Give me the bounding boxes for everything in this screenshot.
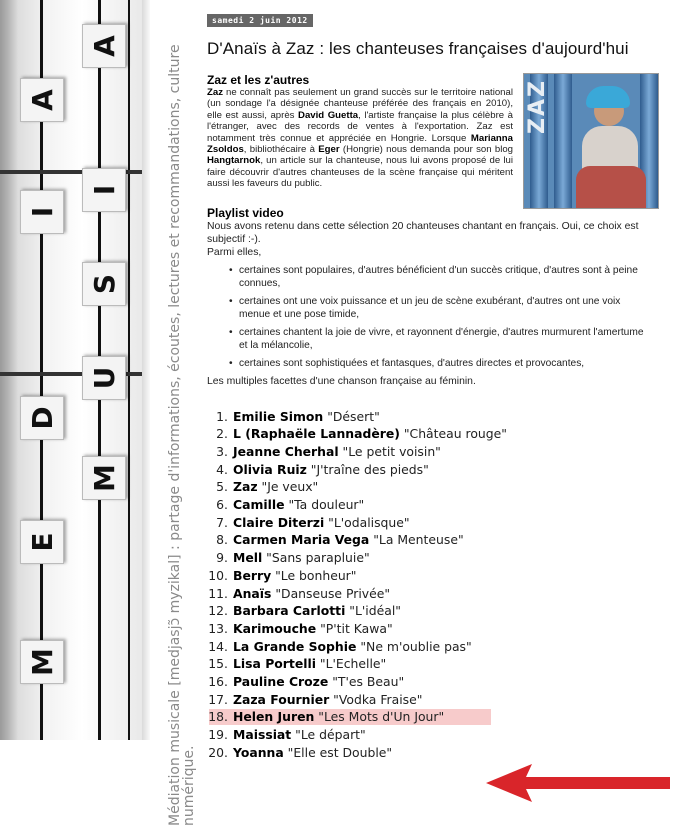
playlist-item-number: 9. [216,550,228,566]
red-arrow-icon [486,760,670,806]
playlist-item-artist: Lisa Portelli [233,656,316,672]
banner-edge [142,0,150,740]
playlist-item-artist: Zaz [233,479,258,495]
playlist-item[interactable] [207,708,667,726]
playlist-item[interactable] [207,425,667,443]
playlist-item-title: "Le départ" [291,727,366,743]
banner-shadow [0,0,18,740]
playlist-item-title: "Danseuse Privée" [271,585,391,601]
playlist-item-artist: Carmen Maria Vega [233,532,370,548]
playlist-item[interactable] [207,726,667,744]
playlist-item-number: 2. [216,426,228,442]
blog-tagline: Médiation musicale [medjasjɔ̃ myzikal] : partage d'informations, écoutes, lectures et recommandations, culture [167,44,183,826]
playlist-item-number: 11. [208,585,228,601]
post-title[interactable]: D'Anaïs à Zaz : les chanteuses françaises d'aujourd'hui [207,39,629,58]
playlist-item[interactable] [207,443,667,461]
playlist-item-title: "Château rouge" [399,426,507,442]
playlist-item-number: 19. [208,727,228,743]
banner-bar [0,170,150,174]
banner-string [128,0,130,740]
playlist-item-title: "Elle est Double" [283,744,393,760]
intro-text: , l'artiste française la plus célèbre à l'étranger, avec des records de ventes à l'exportation. Zaz est notamment très connue et appréciée en Hongrie. Lorsque [207,109,513,144]
list-item: • certaines chantent la joie de vivre, et rayonnent d'énergie, d'autres murmurent l'amertume et la mélancolie, [229,326,649,352]
post-content [207,8,667,761]
playlist-item[interactable] [207,478,667,496]
banner-tile: U [82,356,126,400]
banner-tile: M [82,456,126,500]
playlist-item-artist: Olivia Ruiz [233,461,307,477]
playlist-item-artist: Barbara Carlotti [233,603,346,619]
playlist-item-title: "Désert" [323,408,380,424]
playlist-item-artist: Mell [233,550,263,566]
bullet-list [229,264,649,370]
playlist-intro: Nous avons retenu dans cette sélection 20 chanteuses chantant en français. Oui, ce choix est subjectif :-). [207,220,639,245]
banner-tile: I [82,168,126,212]
playlist-item[interactable] [207,655,667,673]
playlist-item-number: 5. [216,479,228,495]
playlist-item[interactable] [207,496,667,514]
list-item: • certaines sont sophistiquées et fantasques, d'autres directes et provocantes, [229,357,649,370]
playlist-item[interactable] [207,744,667,762]
banner-tile: A [20,78,64,122]
banner-tile: D [20,396,64,440]
playlist-item[interactable] [207,691,667,709]
playlist-item-artist: Berry [233,567,272,583]
playlist-item-number: 4. [216,461,228,477]
banner-tile: E [20,520,64,564]
intro-emphasis: Marianna Zsoldos [207,132,513,156]
intro-text: (Hongrie) nous demanda pour son blog [339,144,513,156]
playlist-item-title: "Ne m'oublie pas" [356,638,472,654]
playlist [207,408,667,762]
playlist-item-artist: Zaza Fournier [233,691,330,707]
playlist-item-title: "Vodka Fraise" [329,691,423,707]
playlist-item-title: "Ta douleur" [284,497,365,513]
intro-emphasis: Eger [318,144,340,156]
playlist-item[interactable] [207,531,667,549]
intro-paragraph [207,87,513,190]
playlist-item-artist: Helen Juren [233,709,315,725]
playlist-item-artist: L (Raphaële Lannadère) [233,426,400,442]
playlist-item-title: "L'odalisque" [324,514,410,530]
playlist-item-artist: La Grande Sophie [233,638,357,654]
post-date: samedi 2 juin 2012 [207,14,313,27]
playlist-item-title: "J'traîne des pieds" [306,461,429,477]
section-heading-playlist: Playlist video [207,205,284,220]
playlist-item-artist: Emilie Simon [233,408,324,424]
playlist-item-title: "Le petit voisin" [338,444,441,460]
playlist-item-title: "Je veux" [257,479,319,495]
playlist-item-number: 16. [208,673,228,689]
playlist-item[interactable] [207,673,667,691]
playlist-item-artist: Claire Diterzi [233,514,325,530]
album-cover-image[interactable] [523,73,659,209]
banner-tile: I [20,190,64,234]
playlist-outro: Les multiples facettes d'une chanson française au féminin. [207,375,476,387]
playlist-item[interactable] [207,602,667,620]
playlist-item-number: 6. [216,497,228,513]
playlist-item-number: 18. [208,709,228,725]
banner-bar [0,372,150,376]
playlist-item-title: "Les Mots d'Un Jour" [314,709,445,725]
playlist-item-number: 13. [208,620,228,636]
playlist-item-number: 1. [216,408,228,424]
playlist-item[interactable] [207,549,667,567]
playlist-item-artist: Karimouche [233,620,317,636]
playlist-item-number: 14. [208,638,228,654]
intro-text: ne connaît pas seulement un grand succès sur le territoire national (un sondage l'a désignée chanteuse préférée des français en 2010), elle est aussi, après [207,87,513,121]
intro-text: , bibliothécaire à [243,144,319,156]
playlist-item[interactable] [207,514,667,532]
playlist-item[interactable] [207,567,667,585]
playlist-item-artist: Camille [233,497,285,513]
playlist-item[interactable] [207,620,667,638]
intro-emphasis: Zaz [207,87,223,98]
playlist-item-number: 10. [208,567,228,583]
blog-tagline-end: numérique. [181,745,197,826]
playlist-item[interactable] [207,408,667,426]
playlist-item-number: 3. [216,444,228,460]
playlist-item-title: "Le bonheur" [271,567,357,583]
playlist-item-title: "La Menteuse" [369,532,464,548]
banner-tile: M [20,640,64,684]
banner-image [0,0,150,740]
playlist-item-number: 20. [208,744,228,760]
intro-text: , un article sur la chanteuse, nous lui avons proposé de lui faire découvrir d'autres chanteuses de la scène française qui méritent aussi les faveurs du public. [207,155,513,190]
intro-emphasis: David Guetta [298,109,359,121]
playlist-item[interactable] [207,585,667,603]
playlist-item-number: 15. [208,656,228,672]
playlist-parmi: Parmi elles, [207,246,262,258]
list-item: • certaines sont populaires, d'autres bénéficient d'un succès critique, d'autres sont à peine connues, [229,264,649,290]
playlist-item-number: 12. [208,603,228,619]
playlist-item-artist: Yoanna [233,744,284,760]
banner-tile: S [82,262,126,306]
playlist-item-number: 7. [216,514,228,530]
playlist-item-artist: Jeanne Cherhal [233,444,339,460]
playlist-item-artist: Pauline Croze [233,673,329,689]
list-item: • certaines ont une voix puissance et un jeu de scène exubérant, d'autres ont une voix menue et une pose timide, [229,295,649,321]
intro-emphasis: Hangtarnok [207,155,261,167]
playlist-item-title: "T'es Beau" [328,673,405,689]
section-heading-zaz: Zaz et les z'autres [207,73,310,87]
playlist-item-artist: Anaïs [233,585,272,601]
playlist-item-title: "L'idéal" [345,603,401,619]
banner-tile: A [82,24,126,68]
playlist-item-title: "P'tit Kawa" [316,620,393,636]
playlist-item-number: 17. [208,691,228,707]
album-cover-logo: ZAZ [525,79,550,134]
playlist-item-title: "Sans parapluie" [262,550,370,566]
playlist-item-title: "L'Echelle" [315,656,387,672]
playlist-item[interactable] [207,638,667,656]
playlist-item[interactable] [207,461,667,479]
playlist-item-artist: Maissiat [233,727,292,743]
playlist-item-number: 8. [216,532,228,548]
